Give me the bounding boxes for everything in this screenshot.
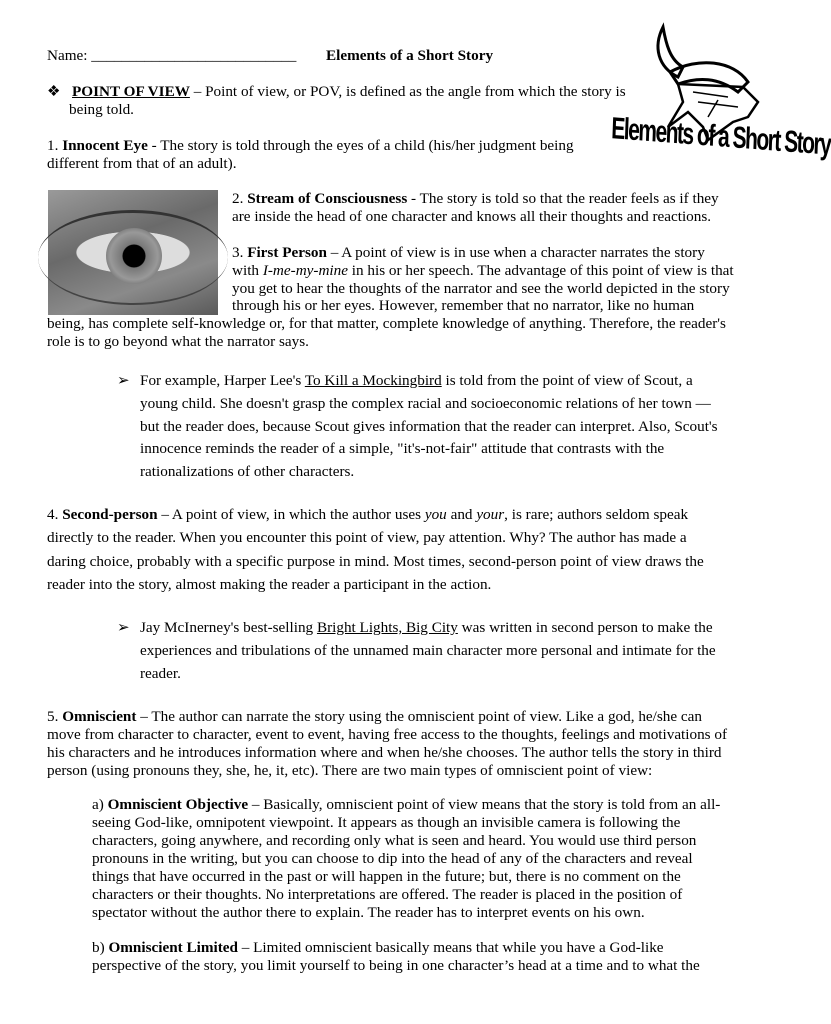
paragraph-text: things that have occurred in the past or will happen in the future; but, there is no comment on the <box>92 868 681 885</box>
eye-image <box>48 190 218 315</box>
term-omniscient: Omniscient <box>62 708 137 725</box>
paragraph-text: person (using pronouns they, she, he, it, etc). There are two main types of omniscient point of view: <box>47 762 653 779</box>
paragraph-text: are inside the head of one character and knows all their thoughts and reactions. <box>232 208 712 225</box>
name-field-label: Name: ___________________________ <box>47 47 297 64</box>
arrow-bullet-icon: ➢ <box>117 372 130 389</box>
document-title: Elements of a Short Story <box>326 47 494 64</box>
term-innocent-eye: Innocent Eye <box>62 137 148 154</box>
term-omniscient-objective: Omniscient Objective <box>107 796 249 813</box>
omniscient-objective-line: a) Omniscient Objective – Basically, omniscient point of view means that the story is told from an all- <box>92 796 721 813</box>
term-second-person: Second-person <box>62 506 158 523</box>
logo-text: Elements of a Short Story <box>610 112 831 162</box>
paragraph-text: being, has complete self-knowledge or, for that matter, complete knowledge of anything. Therefore, the reader's <box>47 315 726 332</box>
paragraph-text: through his or her eyes. However, remember that no narrator, like no human <box>232 297 695 314</box>
term-stream: Stream of Consciousness <box>247 190 408 207</box>
paragraph-text: reader into the story, almost making the reader a participant in the action. <box>47 576 492 593</box>
omniscient-line: 5. Omniscient – The author can narrate the story using the omniscient point of view. Like a god, he/she can <box>47 708 703 725</box>
paragraph-text: move from character to character, event to event, having free access to the thoughts, feelings and motivations of <box>47 726 728 743</box>
paragraph-text: spectator without the author there to explain. The reader has to interpret events on his own. <box>92 904 645 921</box>
first-person-line: 3. First Person – A point of view is in use when a character narrates the story <box>232 244 705 261</box>
example-text: but the reader does, because Scout gives information that the reader can interpret. Also, Scout's <box>140 418 718 435</box>
term-omniscient-limited: Omniscient Limited <box>108 939 238 956</box>
paragraph-text: directly to the reader. When you encounter this point of view, pay attention. Why? The author has made a <box>47 529 687 546</box>
paragraph-text: with I-me-my-mine in his or her speech. The advantage of this point of view is that <box>232 262 734 279</box>
pov-heading: POINT OF VIEW <box>72 83 190 100</box>
arrow-bullet-icon: ➢ <box>117 619 130 636</box>
stream-line: 2. Stream of Consciousness - The story is told so that the reader feels as if they <box>232 190 719 207</box>
diamond-bullet-icon: ❖ <box>47 83 61 100</box>
book-title: To Kill a Mockingbird <box>304 372 442 389</box>
paragraph-text: daring choice, probably with a specific purpose in mind. Most times, second-person point of view draws the <box>47 553 704 570</box>
paragraph-text: different from that of an adult). <box>47 155 237 172</box>
paragraph-text: characters or their thoughts. No interpretations are offered. The reader is placed in the position of <box>92 886 683 903</box>
example-text: young child. She doesn't grasp the complex racial and socioeconomic relations of her town — <box>140 395 711 412</box>
paragraph-text: characters, going anywhere, and recording only what is seen and heard. You would use third person <box>92 832 697 849</box>
term-first-person: First Person <box>247 244 327 261</box>
paragraph-text: pronouns in the writing, but you can choose to dip into the head of any of the characters and reveal <box>92 850 693 867</box>
example-text: Jay McInerney's best-selling Bright Lights, Big City was written in second person to make the <box>140 619 713 636</box>
example-text: experiences and tribulations of the unnamed main character more personal and intimate for the <box>140 642 716 659</box>
paragraph-text: you get to hear the thoughts of the narrator and see the world depicted in the story <box>232 280 730 297</box>
paragraph-text: role is to go beyond what the narrator says. <box>47 333 309 350</box>
book-title: Bright Lights, Big City <box>316 619 458 636</box>
second-person-line: 4. Second-person – A point of view, in which the author uses you and your, is rare; authors seldom speak <box>47 506 689 523</box>
pov-heading-line <box>47 83 626 101</box>
pov-text: – Point of view, or POV, is defined as the angle from which the story is <box>189 83 626 100</box>
omniscient-limited-line: b) Omniscient Limited – Limited omniscient basically means that while you have a God-like <box>92 939 664 956</box>
example-text: For example, Harper Lee's To Kill a Mockingbird is told from the point of view of Scout, a <box>140 372 693 389</box>
paragraph-text: seeing God-like, omnipotent viewpoint. It appears as though an invisible camera is following the <box>92 814 681 831</box>
paragraph-text: perspective of the story, you limit yourself to being in one character’s head at a time and to what the <box>92 957 700 974</box>
innocent-eye-line: 1. Innocent Eye - The story is told through the eyes of a child (his/her judgment being <box>47 137 574 154</box>
example-text: innocence reminds the reader of a simple, "it's-not-fair" attitude that contrasts with the <box>140 440 665 457</box>
paragraph-text: his characters and he introduces information where and when he/she chooses. The author tells the story in third <box>47 744 722 761</box>
example-text: reader. <box>140 665 181 682</box>
pov-text: being told. <box>69 101 134 118</box>
example-text: rationalizations of other characters. <box>140 463 355 480</box>
